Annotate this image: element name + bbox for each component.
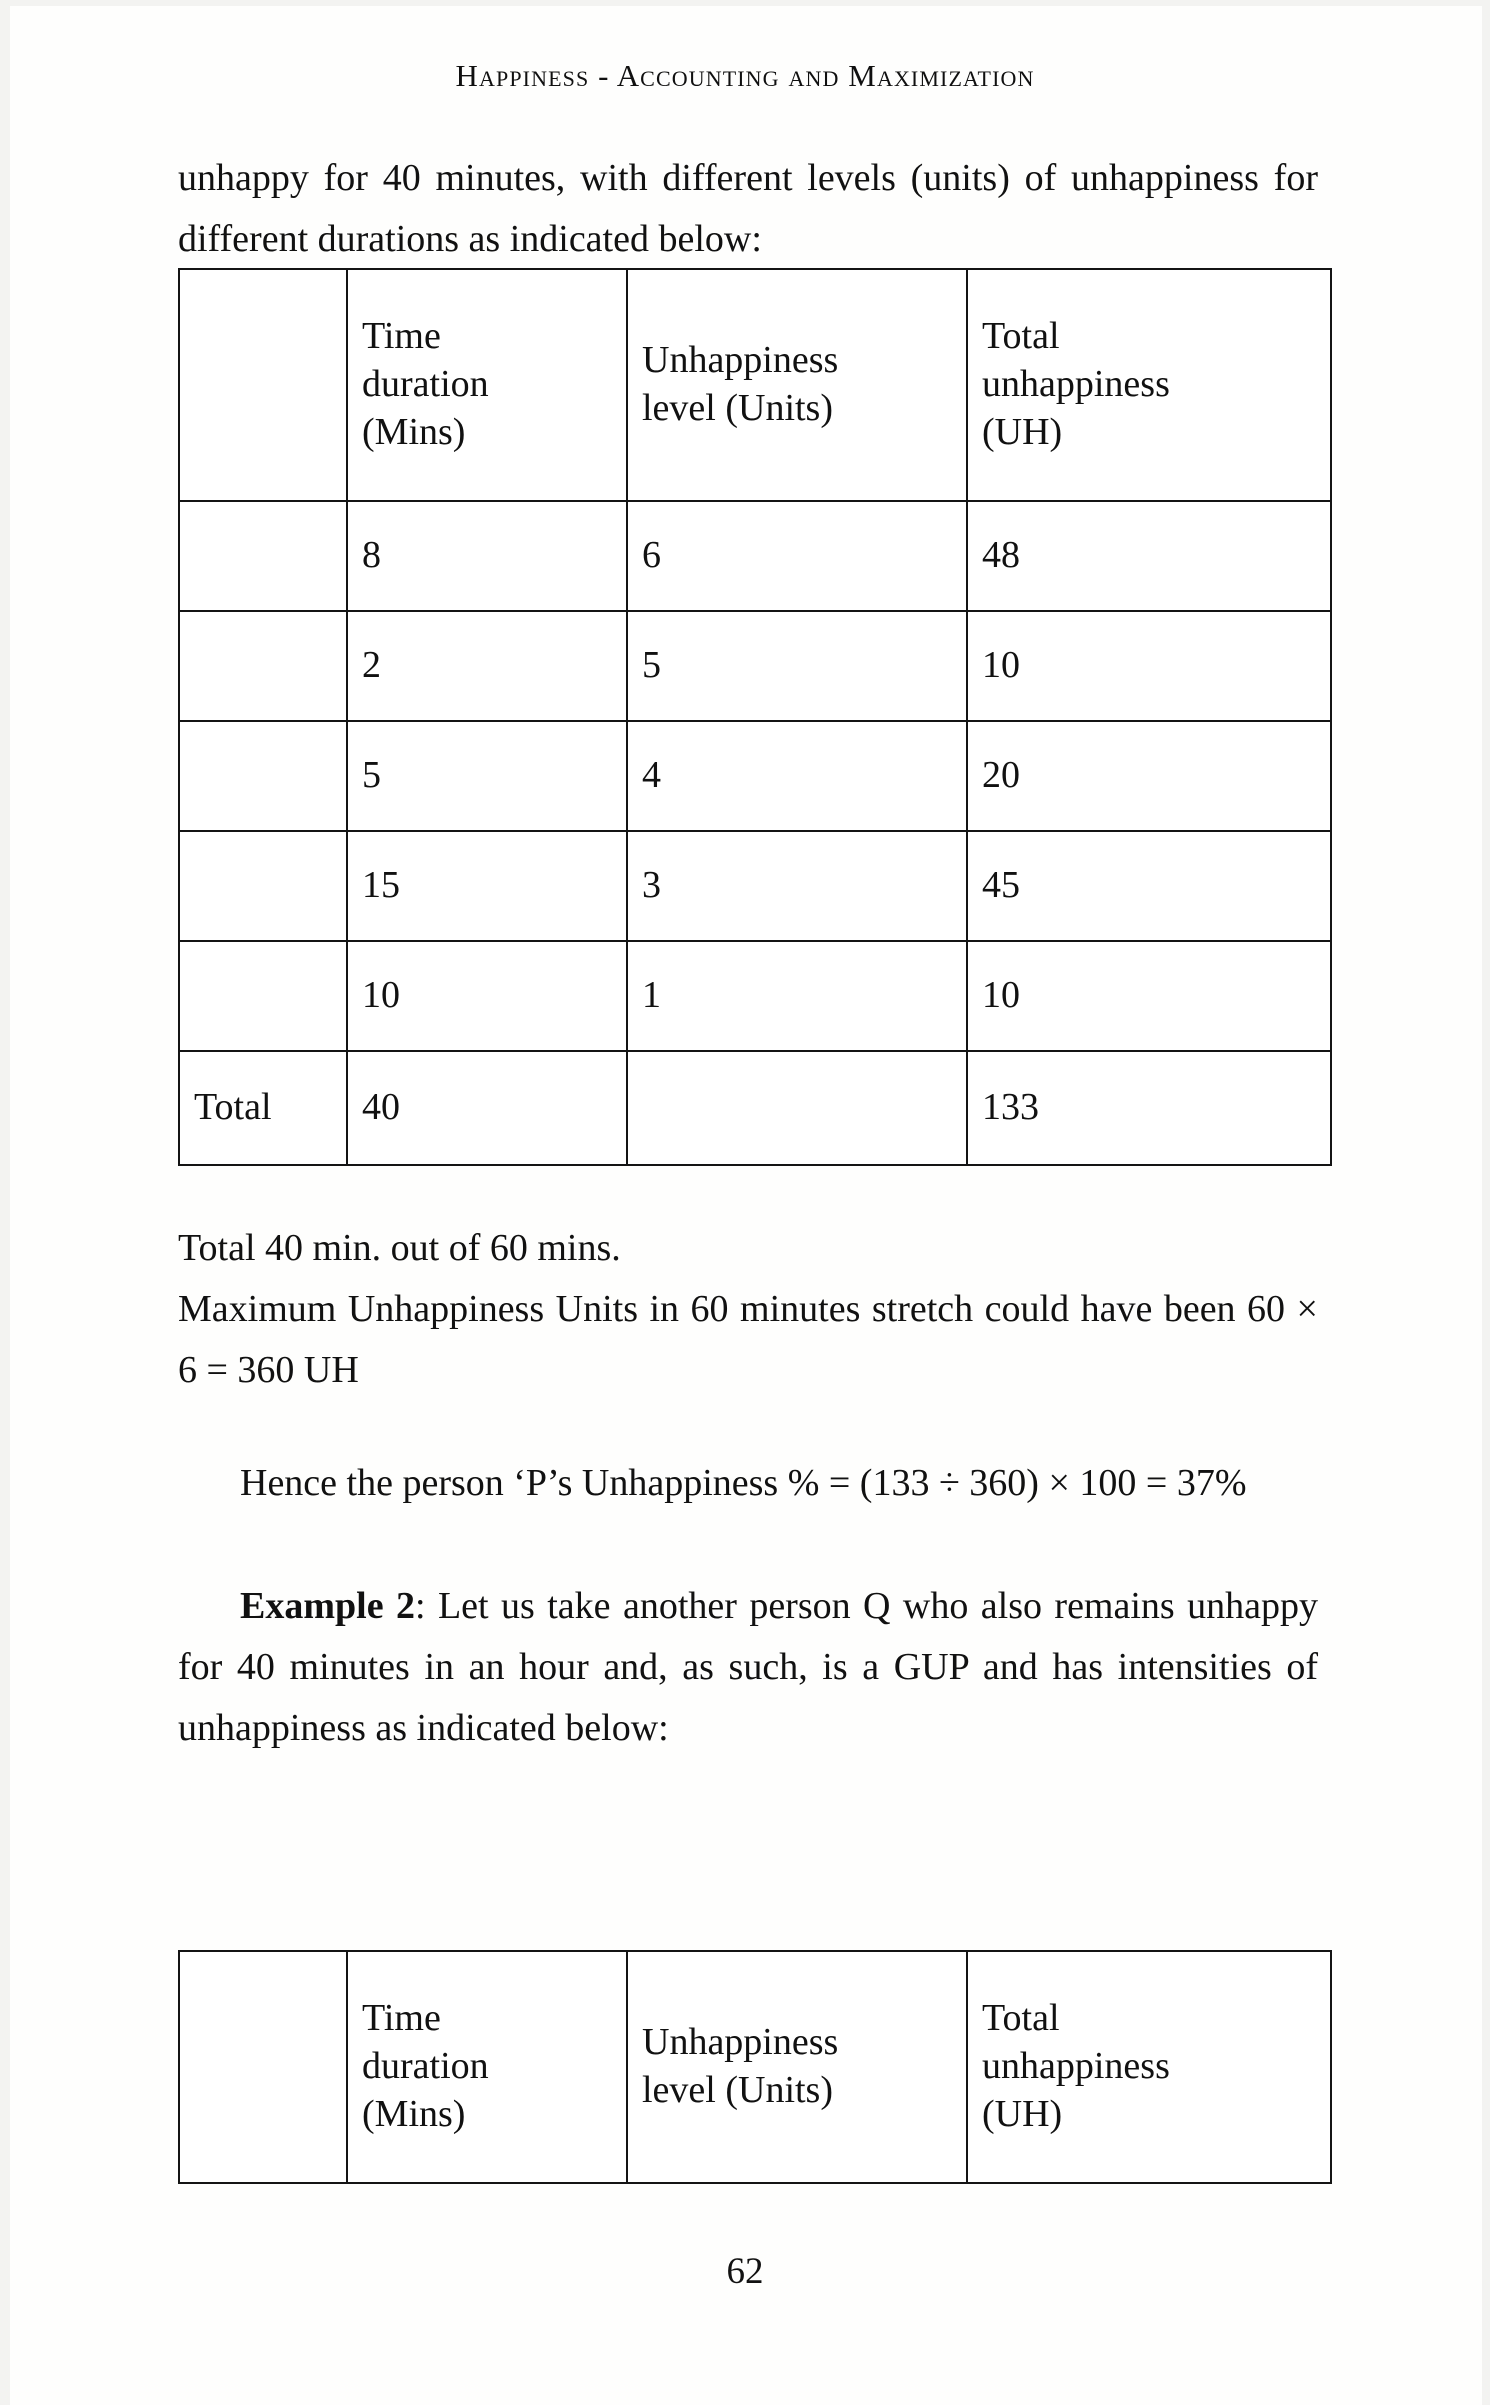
cell-total: 10 [967,611,1331,721]
paragraph-intro: unhappy for 40 minutes, with different levels (units) of unhappiness for different durations as indicated below: [178,157,1318,260]
scan-edge-top [0,0,1490,6]
cell-total: 20 [967,721,1331,831]
cell-level: 1 [627,941,967,1051]
cell-level: 4 [627,721,967,831]
page-body [178,148,1318,270]
header-cell-unhappiness-level [627,1951,967,2183]
table-row [179,831,1331,941]
cell-total-level [627,1051,967,1165]
header-cell-time-duration [347,1951,627,2183]
page-body-lower [178,1218,1318,1759]
cell-label [179,501,347,611]
table-example-1-wrapper [178,268,1332,1166]
cell-level: 3 [627,831,967,941]
header-cell-total-unhappiness [967,1951,1331,2183]
cell-time: 5 [347,721,627,831]
spacer [178,1401,1318,1453]
table-example-2 [178,1950,1332,2184]
table-header-row [179,269,1331,501]
cell-level: 5 [627,611,967,721]
header-cell-blank [179,269,347,501]
header-cell-blank [179,1951,347,2183]
header-line: duration [362,363,489,406]
example-2-text: : Let us take another person Q who also remains unhappy for 40 minutes in an hour and, as such, is a GUP and has intensities of unhappiness as indicated below: [178,1585,1318,1749]
cell-label [179,611,347,721]
spacer [178,1514,1318,1576]
header-line: Unhappiness [642,2021,839,2064]
header-line: duration [362,2045,489,2088]
header-line: unhappiness [982,2045,1170,2088]
header-line: unhappiness [982,363,1170,406]
header-line: (Mins) [362,2092,466,2135]
table-example-1 [178,268,1332,1166]
cell-level: 6 [627,501,967,611]
cell-label [179,831,347,941]
header-line: Time [362,1997,441,2040]
table-row [179,721,1331,831]
cell-total-total: 133 [967,1051,1331,1165]
header-line: Time [362,315,441,358]
page-number: 62 [726,2251,764,2292]
table-row [179,501,1331,611]
cell-time: 2 [347,611,627,721]
scan-edge-left [0,0,10,2405]
header-line: level (Units) [642,387,834,429]
cell-total: 48 [967,501,1331,611]
cell-time: 10 [347,941,627,1051]
cell-time: 8 [347,501,627,611]
cell-total-time: 40 [347,1051,627,1165]
cell-label [179,941,347,1051]
table-row [179,941,1331,1051]
paragraph-example-2 [178,1576,1318,1759]
table-example-2-wrapper [178,1950,1332,2184]
header-line: Unhappiness [642,339,839,382]
header-line: Total [982,315,1060,358]
header-line: Total [982,1997,1060,2040]
header-line: (UH) [982,410,1063,453]
table-row [179,611,1331,721]
cell-total: 45 [967,831,1331,941]
table-header-row [179,1951,1331,2183]
paragraph-total-line: Total 40 min. out of 60 mins. [178,1227,621,1269]
table-total-row [179,1051,1331,1165]
header-line: (UH) [982,2092,1063,2135]
header-line: (Mins) [362,410,466,453]
header-cell-unhappiness-level [627,269,967,501]
paragraph-maximum-line: Maximum Unhappiness Units in 60 minutes stretch could have been 60 × 6 = 360 UH [178,1288,1318,1391]
cell-total: 10 [967,941,1331,1051]
scan-edge-right [1482,0,1490,2405]
paragraph-hence-line: Hence the person ‘P’s Unhappiness % = (133 ÷ 360) × 100 = 37% [240,1462,1247,1504]
header-line: level (Units) [642,2069,834,2111]
header-cell-time-duration [347,269,627,501]
example-2-label: Example 2 [240,1585,415,1627]
header-cell-total-unhappiness [967,269,1331,501]
cell-label [179,721,347,831]
running-head: Happiness - Accounting and Maximization [455,58,1035,93]
cell-time: 15 [347,831,627,941]
cell-total-label: Total [179,1051,347,1165]
